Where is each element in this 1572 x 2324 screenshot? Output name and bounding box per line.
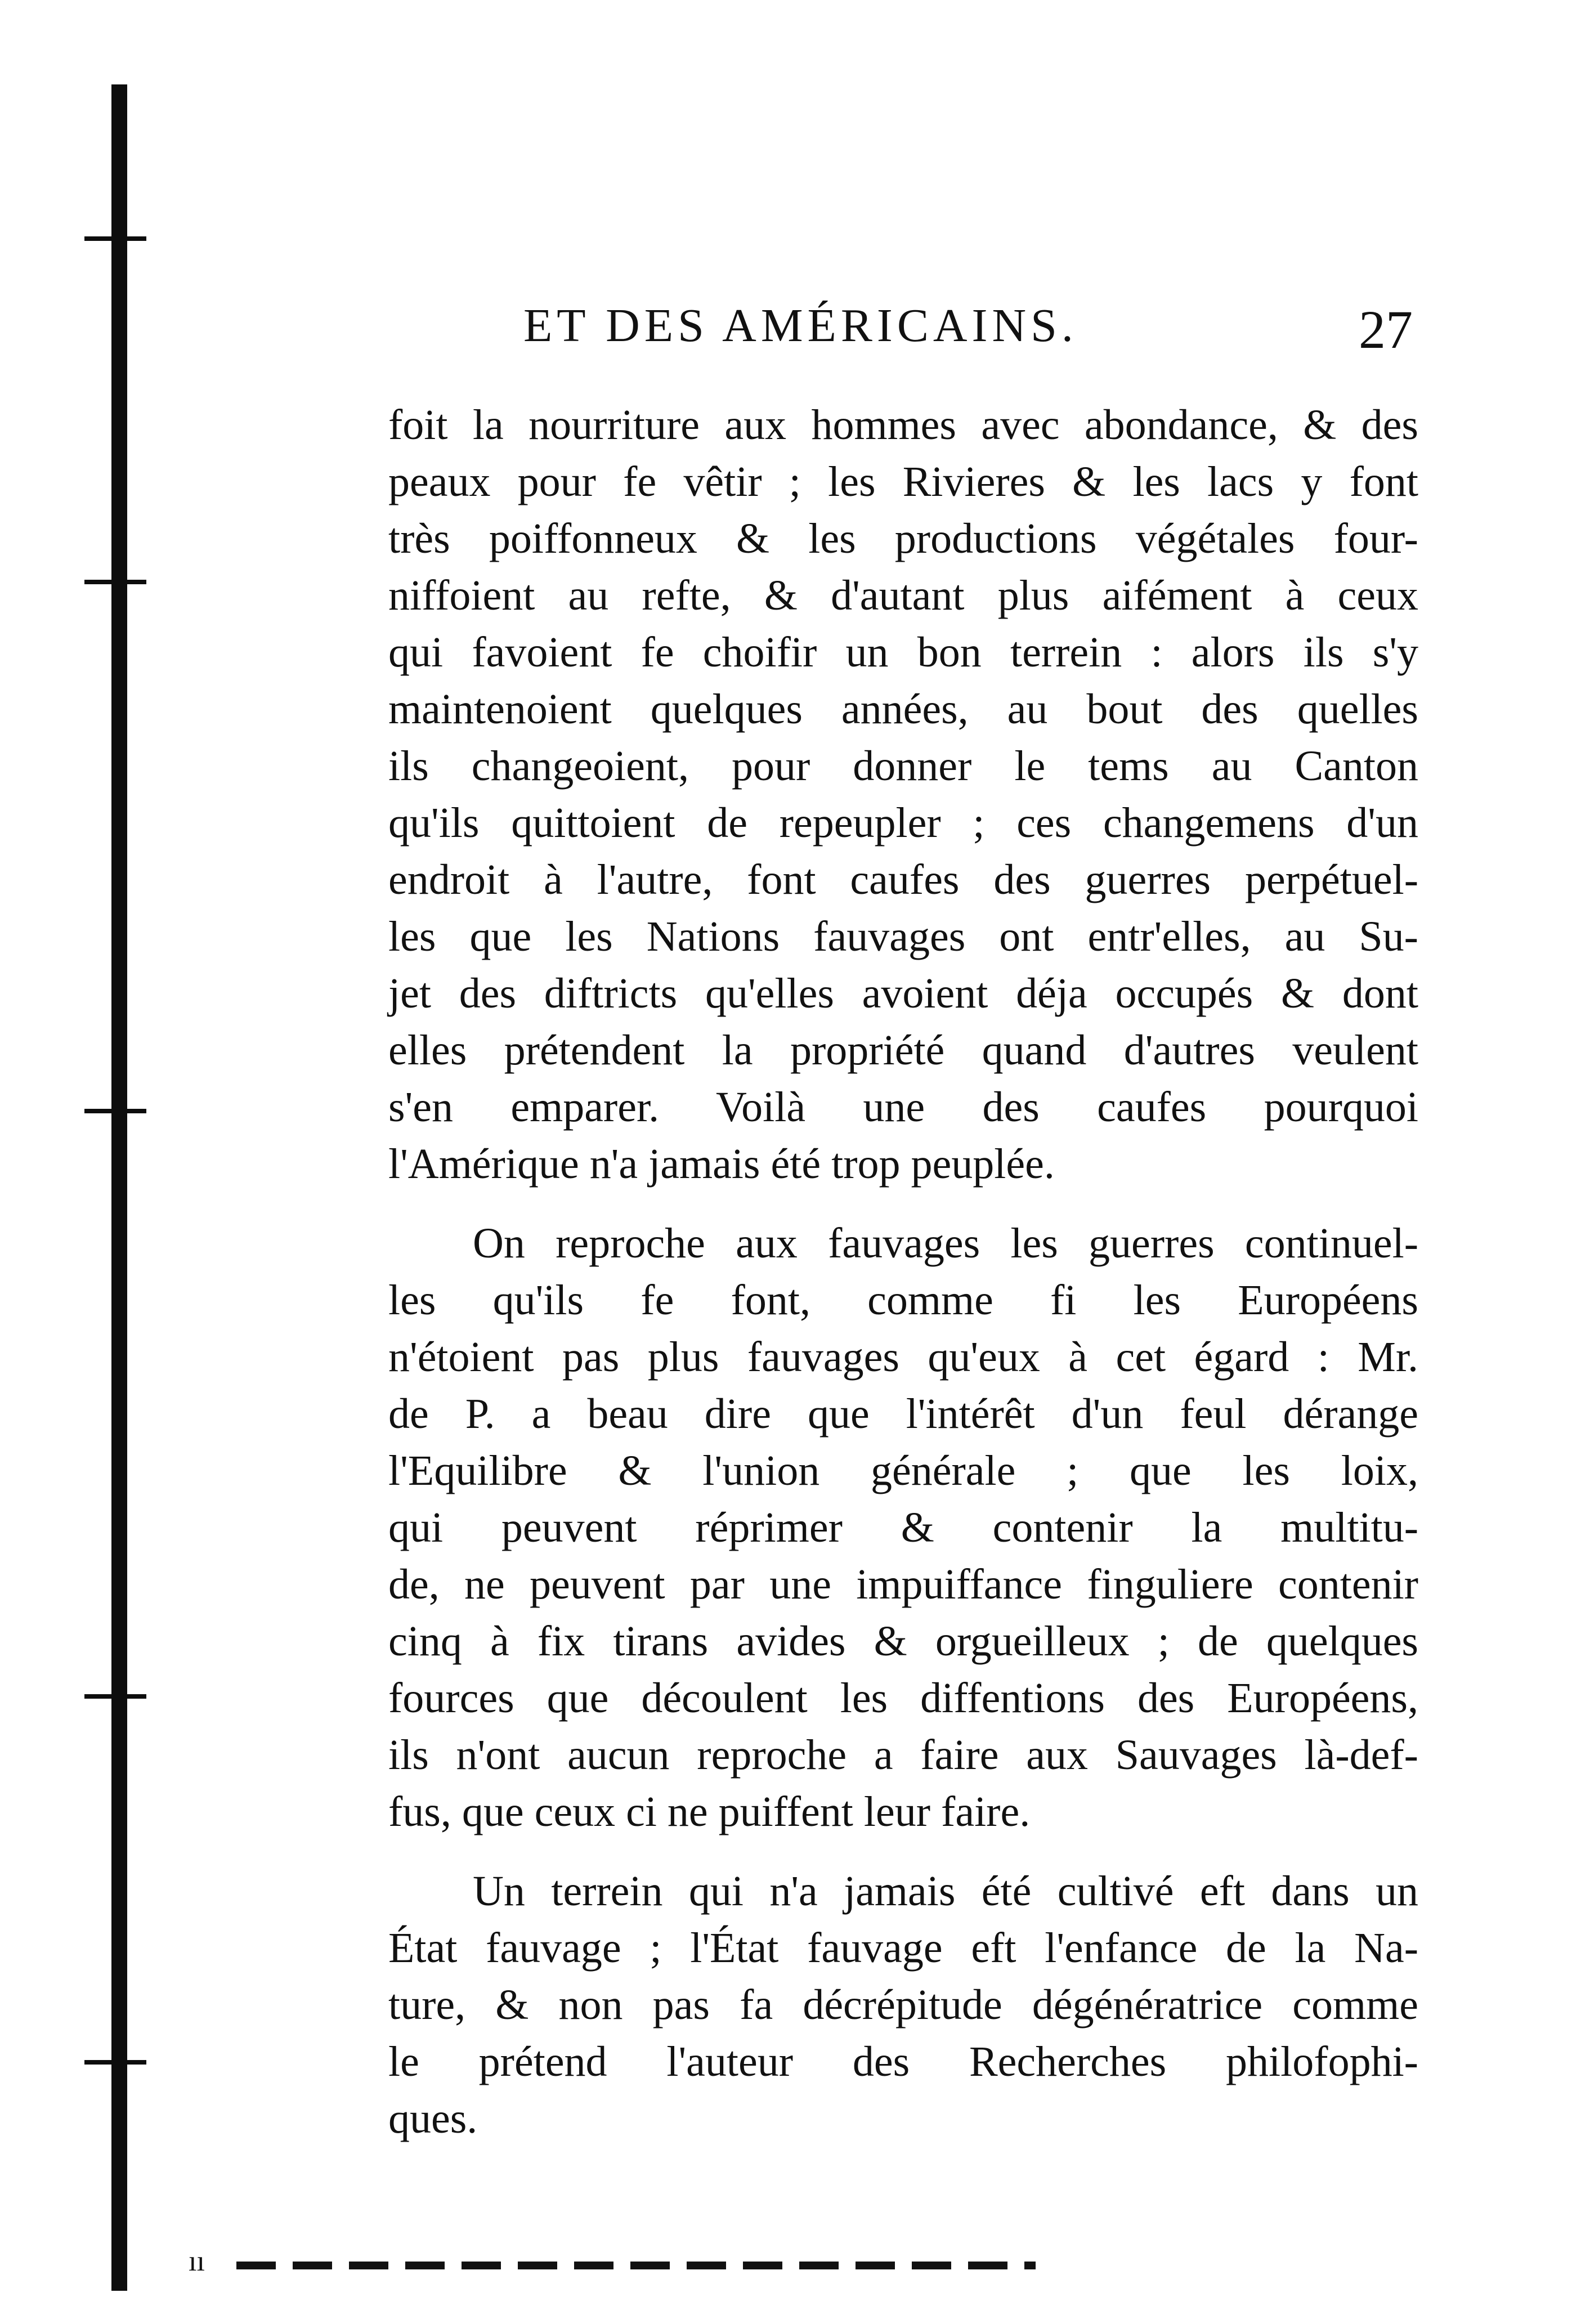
text-line: les que les Nations fauvages ont entr'elles, au Su- xyxy=(388,913,1418,960)
binding-edge xyxy=(84,84,146,2291)
text-line: de P. a beau dire que l'intérêt d'un feul dérange xyxy=(388,1390,1418,1438)
text-line: qui favoient fe choifir un bon terrein : alors ils s'y xyxy=(388,629,1418,676)
text-line: très poiffonneux & les productions végétales four- xyxy=(388,515,1418,562)
text-line: État fauvage ; l'État fauvage eft l'enfance de la Na- xyxy=(388,1924,1418,1972)
footer-rule xyxy=(236,2262,1036,2269)
text-line: cinq à fix tirans avides & orgueilleux ; de quelques xyxy=(388,1618,1418,1665)
binding-tick xyxy=(84,236,146,241)
page-header xyxy=(394,298,1413,360)
signature-mark: ıı xyxy=(189,2245,205,2277)
text-line: ques. xyxy=(388,2095,478,2142)
text-line: de, ne peuvent par une impuiffance finguliere contenir xyxy=(388,1561,1418,1608)
body-text xyxy=(388,397,1418,2147)
text-line: l'Equilibre & l'union générale ; que les loix, xyxy=(388,1447,1418,1494)
paragraph-3 xyxy=(388,1863,1418,2147)
binding-spine xyxy=(111,84,127,2291)
text-line: s'en emparer. Voilà une des caufes pourquoi xyxy=(388,1083,1418,1131)
text-line: l'Amérique n'a jamais été trop peuplée. xyxy=(388,1140,1055,1188)
text-line: On reproche aux fauvages les guerres continuel- xyxy=(473,1220,1418,1267)
paragraph-1 xyxy=(388,397,1418,1193)
text-line: n'étoient pas plus fauvages qu'eux à cet égard : Mr. xyxy=(388,1333,1418,1381)
binding-tick xyxy=(84,1109,146,1113)
text-line: foit la nourriture aux hommes avec abondance, & des xyxy=(388,401,1418,449)
text-line: niffoient au refte, & d'autant plus aifément à ceux xyxy=(388,572,1418,619)
text-line: peaux pour fe vêtir ; les Rivieres & les lacs y font xyxy=(388,458,1418,505)
page-number: 27 xyxy=(1359,299,1413,360)
text-line: fus, que ceux ci ne puiffent leur faire. xyxy=(388,1788,1031,1835)
text-line: qui peuvent réprimer & contenir la multitu- xyxy=(388,1504,1418,1551)
text-line: ils changeoient, pour donner le tems au Canton xyxy=(388,742,1418,790)
text-line: endroit à l'autre, font caufes des guerres perpétuel- xyxy=(388,856,1418,903)
running-title: ET DES AMÉRICAINS. xyxy=(523,299,1078,352)
text-line: Un terrein qui n'a jamais été cultivé eft dans un xyxy=(473,1868,1418,1915)
text-line: jet des diftricts qu'elles avoient déja occupés & dont xyxy=(388,970,1418,1017)
text-line: le prétend l'auteur des Recherches philofophi- xyxy=(388,2038,1418,2085)
text-line: les qu'ils fe font, comme fi les Européens xyxy=(388,1277,1418,1324)
text-line: qu'ils quittoient de repeupler ; ces changemens d'un xyxy=(388,799,1418,847)
binding-tick xyxy=(84,1694,146,1699)
text-line: maintenoient quelques années, au bout des quelles xyxy=(388,686,1418,733)
text-line: ture, & non pas fa décrépitude dégénératrice comme xyxy=(388,1981,1418,2029)
text-line: ils n'ont aucun reproche a faire aux Sauvages là-def- xyxy=(388,1731,1418,1779)
text-line: fources que découlent les diffentions des Européens, xyxy=(388,1674,1418,1722)
text-line: elles prétendent la propriété quand d'autres veulent xyxy=(388,1027,1418,1074)
binding-tick xyxy=(84,2060,146,2065)
paragraph-2 xyxy=(388,1215,1418,1841)
binding-tick xyxy=(84,580,146,584)
